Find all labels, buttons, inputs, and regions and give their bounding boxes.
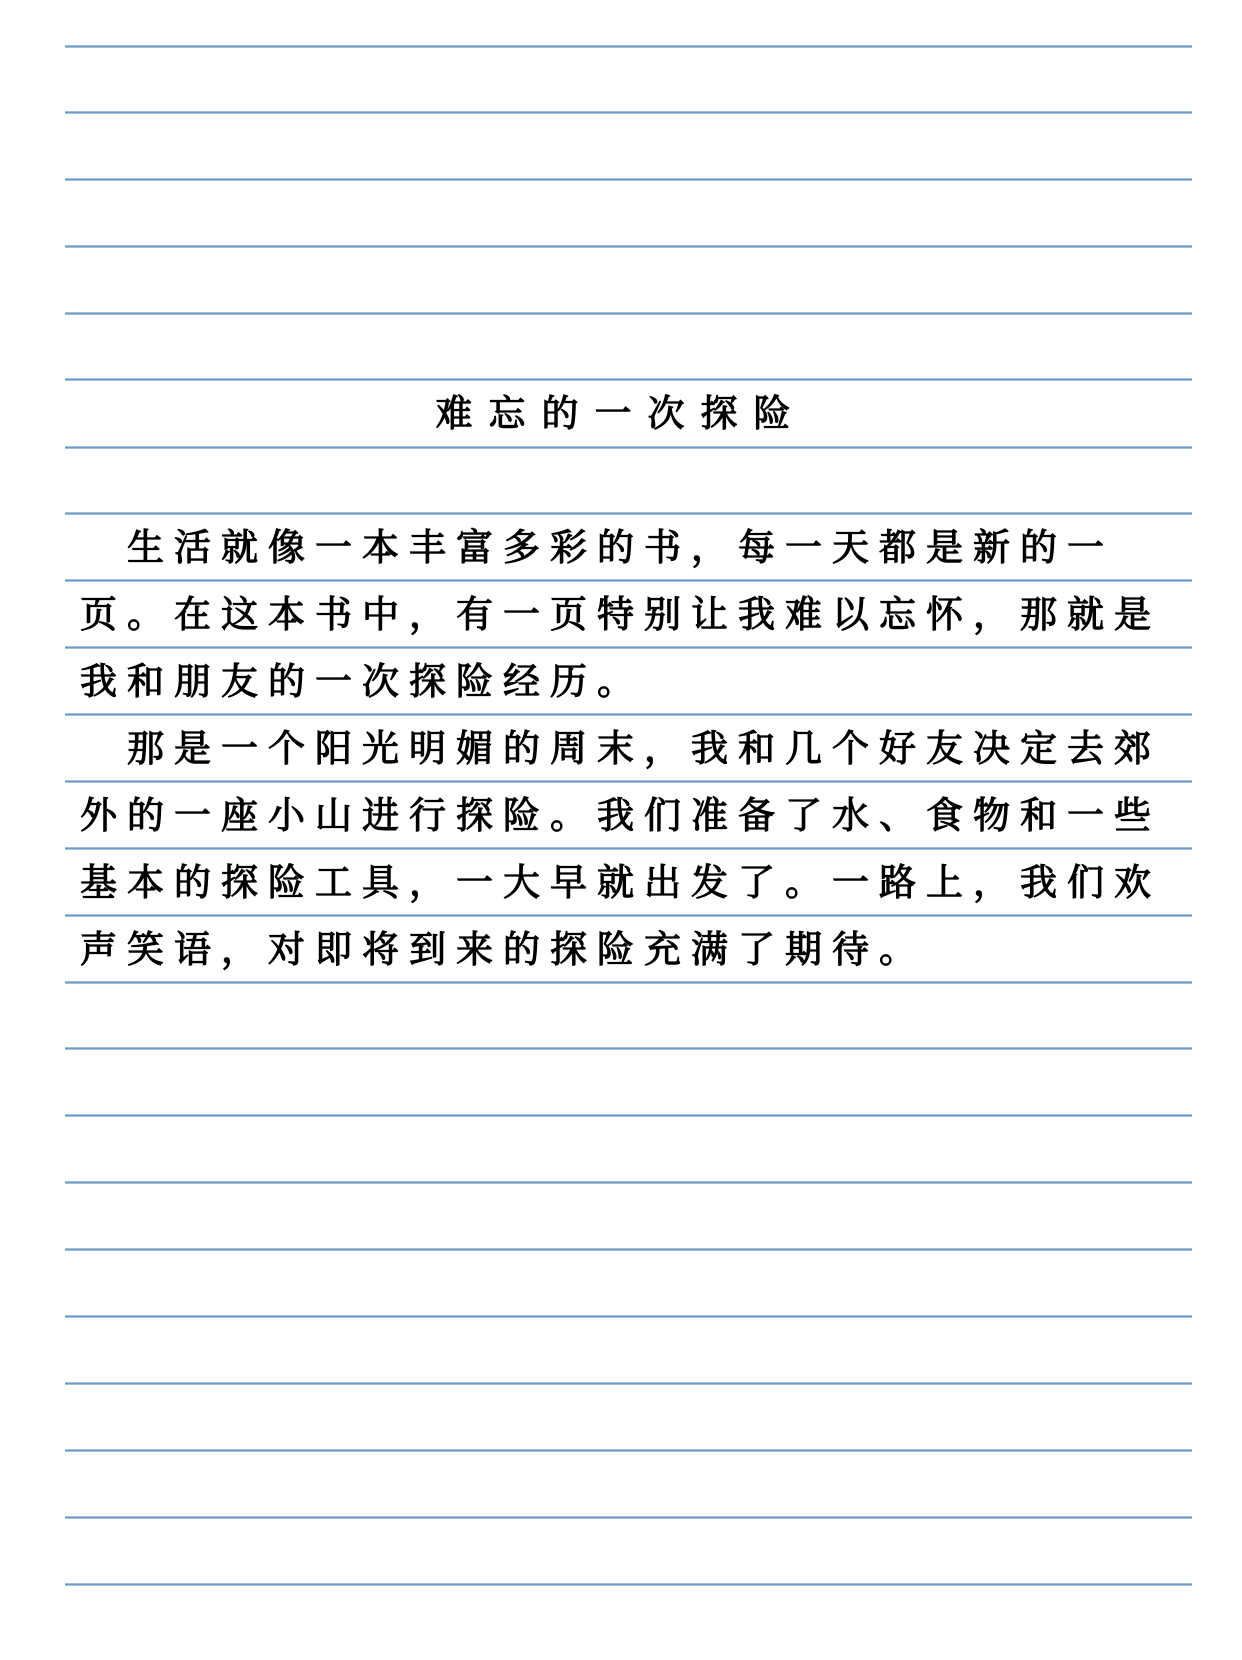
ruled-line: [65, 1583, 1192, 1586]
ruled-line: [65, 1047, 1192, 1050]
ruled-line: [65, 178, 1192, 181]
ruled-line: [65, 1449, 1192, 1452]
essay-line: 声笑语，对即将到来的探险充满了期待。: [80, 928, 926, 971]
essay-title: 难忘的一次探险: [435, 392, 807, 435]
ruled-line: [65, 1248, 1192, 1251]
ruled-line: [65, 245, 1192, 248]
essay-line: 我和朋友的一次探险经历。: [80, 660, 644, 703]
ruled-line: [65, 1382, 1192, 1385]
ruled-line: [65, 1114, 1192, 1117]
ruled-line: [65, 312, 1192, 315]
ruled-line: [65, 1516, 1192, 1519]
ruled-line: [65, 1181, 1192, 1184]
ruled-line: [65, 1315, 1192, 1318]
essay-line: 那是一个阳光明媚的周末，我和几个好友决定去郊: [80, 727, 1161, 770]
ruled-line: [65, 111, 1192, 114]
essay-line: 页。在这本书中，有一页特别让我难以忘怀，那就是: [80, 593, 1161, 636]
ruled-line: [65, 45, 1192, 48]
essay-line: 外的一座小山进行探险。我们准备了水、食物和一些: [80, 794, 1161, 837]
essay-line: 生活就像一本丰富多彩的书，每一天都是新的一: [80, 526, 1114, 569]
essay-line: 基本的探险工具，一大早就出发了。一路上，我们欢: [80, 861, 1161, 904]
